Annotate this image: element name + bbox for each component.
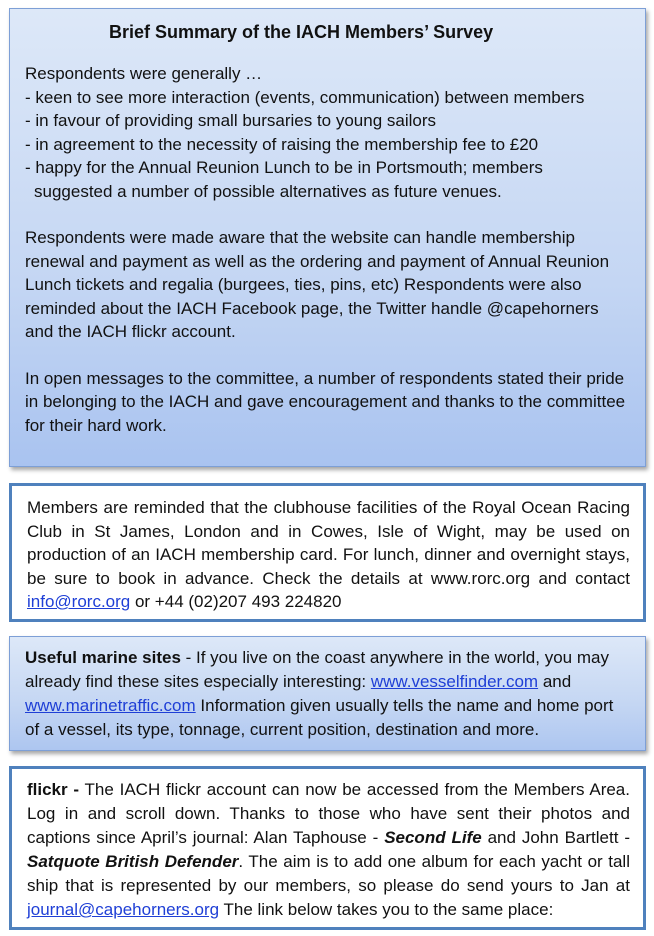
flickr-text: The IACH flickr account can now be accessed from the Members Area. Log in and scroll down. Thanks to those who have sent their photos and captions since April’s journal: Alan Taphouse -	[27, 780, 630, 847]
vesselfinder-link[interactable]: www.vesselfinder.com	[370, 672, 539, 691]
list-item: - keen to see more interaction (events, communication) between members	[25, 87, 585, 107]
rorc-phone-text: or +44 (02)207 493 224820	[130, 592, 342, 611]
survey-summary-panel	[9, 8, 646, 467]
survey-title: Brief Summary of the IACH Members’ Survey	[109, 22, 494, 42]
survey-intro: Respondents were generally …	[25, 64, 263, 83]
list-item-continuation: suggested a number of possible alternatives as future venues.	[34, 181, 502, 201]
rorc-notice-box	[9, 483, 646, 622]
rorc-email-link[interactable]: info@rorc.org	[27, 592, 131, 611]
marine-heading: Useful marine sites	[25, 648, 181, 667]
rorc-text: Members are reminded that the clubhouse facilities of the Royal Ocean Racing Club in St James, London and in Cowes, Isle of Wight, may be used on production of an IACH membership card. For lunch, dinner and overnight stays, be sure to book in advance. Check the details at www.rorc.org and contact	[27, 498, 630, 588]
marine-text: and	[538, 672, 572, 691]
flickr-text: . The aim is to add one album for each yacht or tall ship that is represented by our members, so please do send yours to Jan at	[27, 852, 630, 895]
flickr-heading: flickr -	[27, 780, 80, 799]
flickr-text: and John Bartlett -	[481, 828, 630, 847]
flickr-notice-box	[9, 766, 646, 930]
marinetraffic-link[interactable]: www.marinetraffic.com	[25, 696, 196, 715]
list-item	[25, 156, 631, 203]
marine-sites-panel	[9, 636, 646, 751]
yacht-name: Second Life	[384, 828, 482, 847]
marine-text: Information given usually tells the name and home port of a vessel, its type, tonnage, current position, destination and more.	[25, 696, 614, 739]
flickr-text: The link below takes you to the same place:	[219, 900, 554, 919]
survey-website-paragraph: Respondents were made aware that the website can handle membership renewal and payment as well as the ordering and payment of Annual Reunion Lunch tickets and regalia (burgees, ties, pins, etc) Respondents were also reminded about the IACH Facebook page, the Twitter handle @capehorners and the IACH flickr account.	[25, 228, 610, 341]
yacht-name: Satquote British Defender	[27, 852, 239, 871]
survey-messages-paragraph: In open messages to the committee, a number of respondents stated their pride in belonging to the IACH and gave encouragement and thanks to the committee for their hard work.	[25, 368, 626, 435]
list-item: - in favour of providing small bursaries to young sailors	[25, 111, 437, 130]
list-item: - in agreement to the necessity of raising the membership fee to £20	[25, 134, 539, 154]
journal-email-link[interactable]: journal@capehorners.org	[27, 900, 220, 919]
survey-findings-list	[25, 86, 631, 204]
list-item-text: - happy for the Annual Reunion Lunch to be in Portsmouth; members	[25, 158, 543, 177]
marine-text: - If you live on the coast anywhere in the world, you may already find these sites especially interesting:	[25, 648, 609, 691]
